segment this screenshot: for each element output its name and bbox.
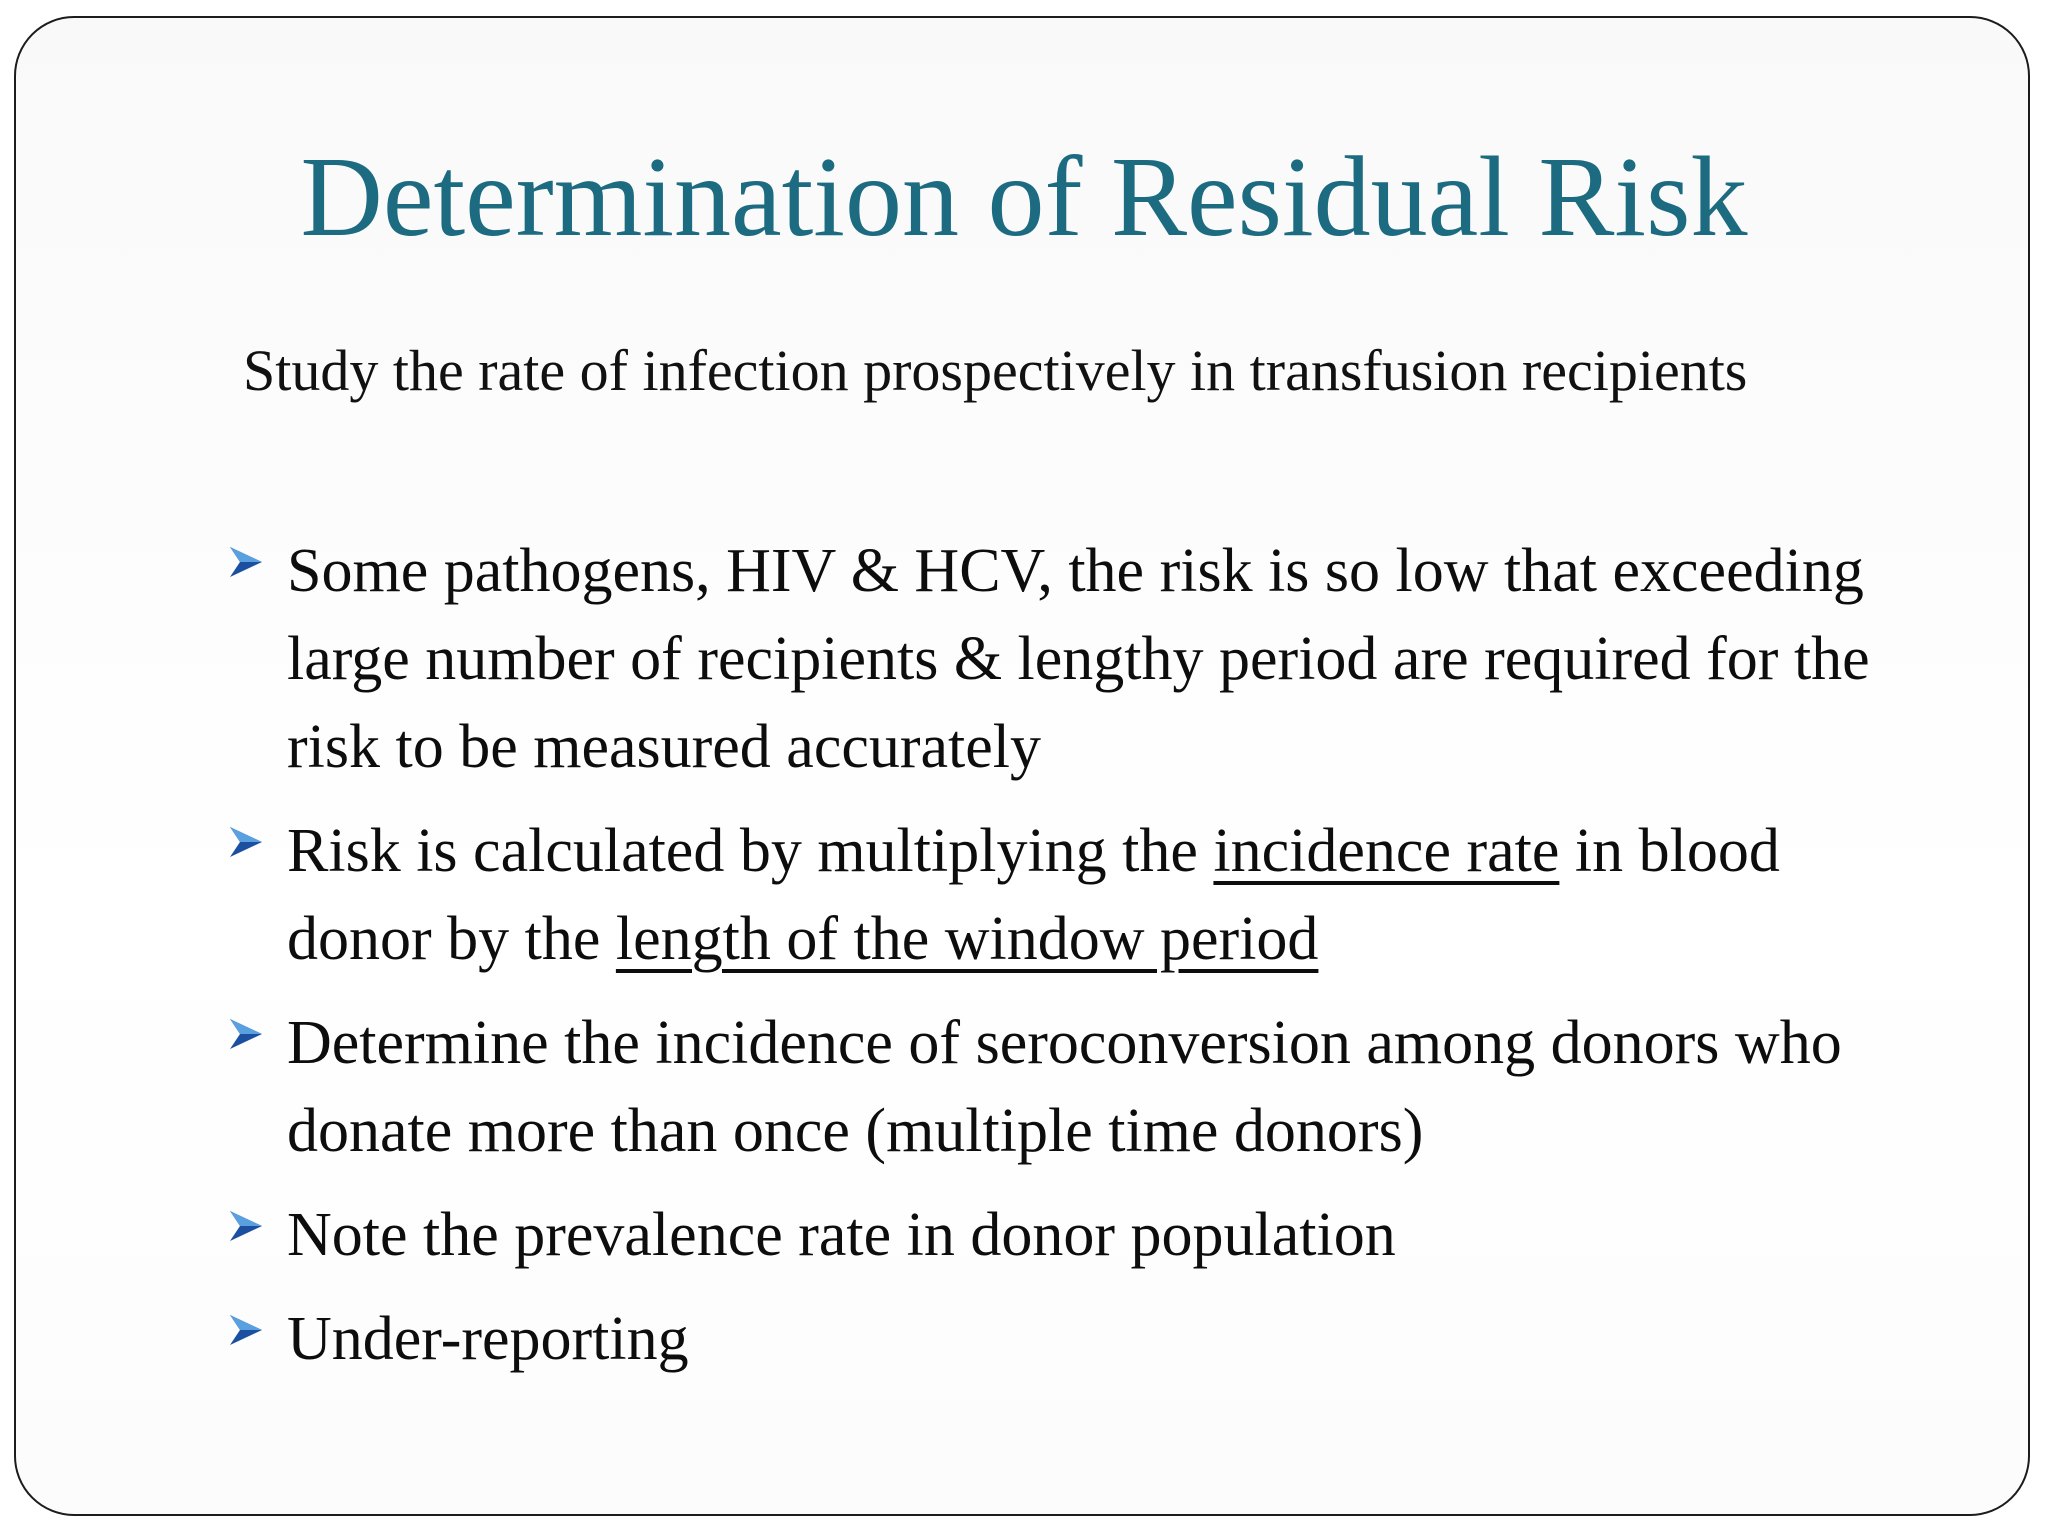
bullet-item [228, 527, 1888, 791]
bullet-text: Some pathogens, HIV & HCV, the risk is so low that exceeding large number of recipients & lengthy period are required for the risk to be measured accurately [287, 537, 1870, 781]
arrowhead-bullet-icon [230, 827, 262, 857]
bullet-list [228, 527, 1888, 1399]
bullet-item [228, 999, 1888, 1175]
arrowhead-bullet-icon [230, 1315, 262, 1345]
slide-title: Determination of Residual Risk [300, 133, 1748, 260]
bullet-text-part: Risk is calculated by multiplying the [287, 817, 1214, 885]
arrowhead-bullet-icon [230, 547, 262, 577]
bullet-item [228, 1191, 1888, 1279]
bullet-item [228, 807, 1888, 983]
bullet-item [228, 1295, 1888, 1383]
intro-text: Study the rate of infection prospectively in transfusion recipients [243, 338, 1748, 403]
bullet-text-part: in blood donor by the [287, 817, 1780, 973]
arrowhead-bullet-icon [230, 1019, 262, 1049]
arrowhead-bullet-icon [230, 1211, 262, 1241]
underlined-term: incidence rate [1213, 817, 1560, 885]
bullet-text: Determine the incidence of seroconversion among donors who donate more than once (multiple time donors) [287, 1009, 1842, 1165]
bullet-text: Note the prevalence rate in donor population [287, 1201, 1396, 1269]
bullet-text: Under-reporting [287, 1305, 689, 1373]
underlined-term: length of the window period [615, 905, 1319, 973]
